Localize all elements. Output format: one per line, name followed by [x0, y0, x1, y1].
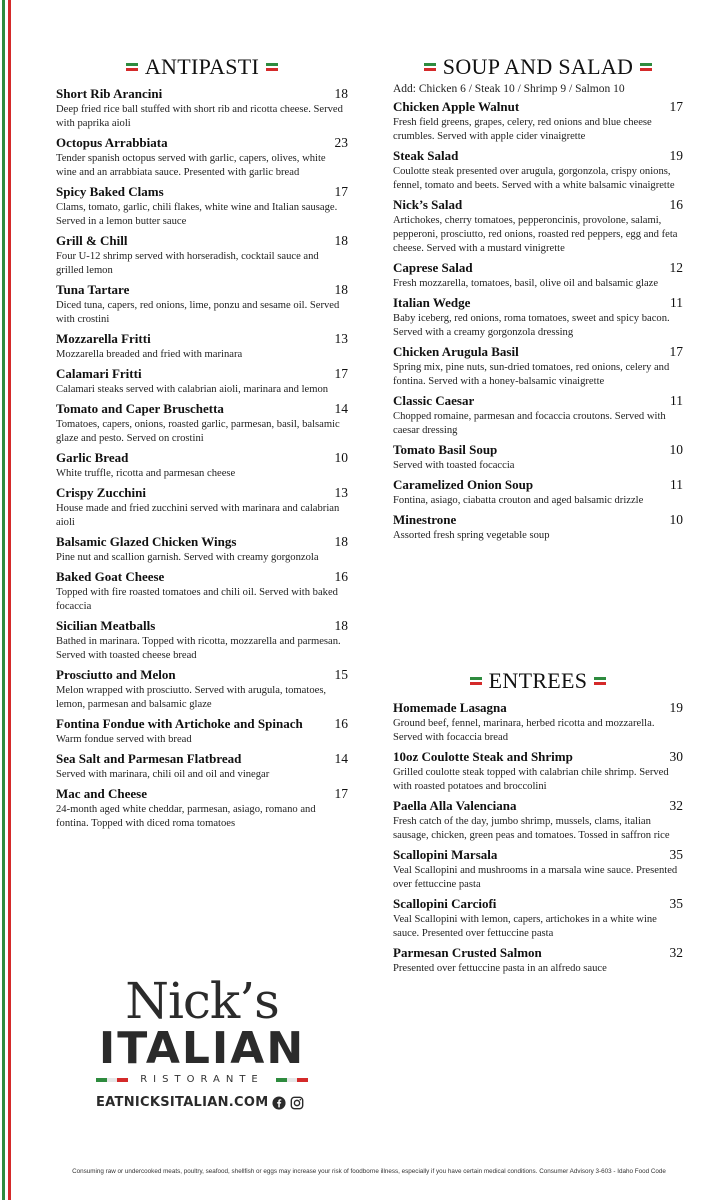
menu-item-row	[393, 197, 683, 213]
restaurant-logo	[96, 972, 308, 1110]
instagram-icon[interactable]	[290, 1096, 304, 1110]
flag-bar-icon	[276, 1078, 308, 1082]
logo-name: Nick’s	[125, 972, 279, 1030]
menu-item-description: Veal Scallopini with lemon, capers, artichokes in a white wine sauce. Presented over fettuccine pasta	[393, 914, 657, 939]
menu-item-description: Coulotte steak presented over arugula, gorgonzola, crispy onions, fennel, tomato and beets. Served with a white balsamic vinaigrette	[393, 166, 675, 191]
logo-ristorante-row	[96, 1074, 308, 1085]
menu-item-description: Ground beef, fennel, marinara, herbed ricotta and mozzarella. Served with focaccia bread	[393, 718, 655, 743]
menu-item	[393, 945, 683, 976]
menu-item	[56, 667, 348, 712]
menu-item-name: Crispy Zucchini	[56, 485, 146, 500]
menu-item	[393, 344, 683, 389]
menu-item	[393, 798, 683, 843]
menu-item-name: Short Rib Arancini	[56, 86, 163, 101]
logo-ristorante: RISTORANTE	[140, 1074, 264, 1085]
menu-item-price: 10	[669, 512, 683, 527]
website-link[interactable]: EATNICKSITALIAN.COM	[96, 1095, 269, 1110]
facebook-icon[interactable]	[272, 1096, 286, 1110]
menu-item-description: Calamari steaks served with calabrian aioli, marinara and lemon	[56, 384, 329, 395]
menu-item-description: Veal Scallopini and mushrooms in a marsala wine sauce. Presented over fettuccine pasta	[393, 865, 678, 890]
soup-salad-list	[393, 99, 683, 543]
menu-item-row	[393, 148, 683, 164]
menu-item-description: White truffle, ricotta and parmesan cheese	[56, 468, 236, 479]
menu-item-description: Chopped romaine, parmesan and focaccia croutons. Served with caesar dressing	[393, 411, 666, 436]
menu-item-name: Calamari Fritti	[56, 366, 142, 381]
tricolor-divider-icon	[640, 63, 652, 71]
menu-item-price: 14	[334, 751, 348, 766]
menu-item	[393, 197, 683, 256]
menu-item-description: Artichokes, cherry tomatoes, pepperoncinis, provolone, salami, pepperoni, prosciutto, red onions, roasted red peppers, egg and feta cheese. Served with a mustard vinigrette	[393, 215, 678, 254]
menu-item-price: 30	[669, 749, 683, 764]
menu-item-row	[393, 344, 683, 360]
menu-item-description: Served with toasted focaccia	[393, 460, 515, 471]
tricolor-divider-icon	[126, 63, 138, 71]
menu-item-row	[56, 233, 348, 249]
menu-item-price: 17	[334, 786, 348, 801]
menu-item-price: 16	[334, 569, 348, 584]
entrees-section	[393, 666, 683, 976]
menu-item	[393, 442, 683, 473]
menu-item-name: Octopus Arrabbiata	[56, 135, 168, 150]
menu-item-name: Sicilian Meatballs	[56, 618, 156, 633]
menu-item-description: Deep fried rice ball stuffed with short rib and ricotta cheese. Served with paprika aioli	[56, 104, 343, 129]
menu-item-price: 13	[334, 485, 348, 500]
menu-item-price: 35	[669, 847, 683, 862]
menu-item-description: Clams, tomato, garlic, chili flakes, white wine and Italian sausage. Served in a lemon butter sauce	[56, 202, 338, 227]
menu-item-description: Warm fondue served with bread	[56, 734, 192, 745]
menu-item-row	[56, 716, 348, 732]
menu-item-price: 16	[334, 716, 348, 731]
menu-item-price: 17	[334, 184, 348, 199]
menu-item-row	[393, 512, 683, 528]
menu-item-row	[393, 477, 683, 493]
menu-item-name: 10oz Coulotte Steak and Shrimp	[393, 749, 573, 764]
menu-item	[393, 295, 683, 340]
menu-item-row	[56, 751, 348, 767]
menu-item-name: Scallopini Marsala	[393, 847, 498, 862]
menu-item-description: Baby iceberg, red onions, roma tomatoes, sweet and spicy bacon. Served with a creamy gorgonzola dressing	[393, 313, 670, 338]
menu-item	[56, 233, 348, 278]
food-advisory-disclaimer: Consuming raw or undercooked meats, poultry, seafood, shellfish or eggs may increase your risk of foodborne illness, especially if you have certain medical conditions. Consumer Advisory 3-603 - Idaho Food Code	[72, 1168, 666, 1175]
menu-item-price: 13	[334, 331, 348, 346]
menu-item-name: Garlic Bread	[56, 450, 129, 465]
menu-item-row	[56, 184, 348, 200]
menu-item-row	[56, 282, 348, 298]
menu-item	[56, 569, 348, 614]
menu-item-name: Caprese Salad	[393, 260, 473, 275]
menu-item-row	[56, 401, 348, 417]
tricolor-divider-icon	[594, 677, 606, 685]
tricolor-divider-icon	[424, 63, 436, 71]
menu-item-price: 15	[334, 667, 348, 682]
menu-item-name: Parmesan Crusted Salmon	[393, 945, 542, 960]
menu-item-row	[393, 260, 683, 276]
menu-item-name: Fontina Fondue with Artichoke and Spinach	[56, 716, 303, 731]
menu-item	[393, 477, 683, 508]
menu-item-name: Chicken Arugula Basil	[393, 344, 519, 359]
menu-item-description: Fresh mozzarella, tomatoes, basil, olive oil and balsamic glaze	[393, 278, 659, 289]
menu-item-price: 17	[334, 366, 348, 381]
menu-item-description: Served with marinara, chili oil and oil and vinegar	[56, 769, 270, 780]
menu-item-name: Nick’s Salad	[393, 197, 463, 212]
menu-item-row	[56, 569, 348, 585]
menu-item-price: 11	[670, 295, 683, 310]
menu-item-row	[56, 450, 348, 466]
menu-item-price: 18	[334, 534, 348, 549]
menu-item	[393, 847, 683, 892]
tricolor-divider-icon	[470, 677, 482, 685]
menu-item-description: Mozzarella breaded and fried with marinara	[56, 349, 243, 360]
menu-item-name: Classic Caesar	[393, 393, 475, 408]
menu-item-name: Sea Salt and Parmesan Flatbread	[56, 751, 242, 766]
menu-item	[56, 401, 348, 446]
menu-item-row	[56, 366, 348, 382]
menu-item-price: 14	[334, 401, 348, 416]
menu-item-row	[393, 749, 683, 765]
menu-item-row	[56, 667, 348, 683]
menu-item	[56, 485, 348, 530]
menu-item-row	[56, 534, 348, 550]
menu-item-description: Diced tuna, capers, red onions, lime, ponzu and sesame oil. Served with crostini	[56, 300, 340, 325]
soup-salad-title: SOUP AND SALAD	[442, 54, 634, 79]
menu-item-name: Homemade Lasagna	[393, 700, 507, 715]
menu-item	[393, 749, 683, 794]
menu-item-name: Grill & Chill	[56, 233, 128, 248]
menu-item-price: 19	[669, 700, 683, 715]
menu-item-price: 18	[334, 618, 348, 633]
menu-item	[393, 393, 683, 438]
entrees-list	[393, 700, 683, 976]
menu-item-name: Mac and Cheese	[56, 786, 147, 801]
tricolor-divider-icon	[266, 63, 278, 71]
menu-item-price: 10	[669, 442, 683, 457]
menu-item-description: Topped with fire roasted tomatoes and chili oil. Served with baked focaccia	[56, 587, 338, 612]
menu-item-price: 19	[669, 148, 683, 163]
menu-item-row	[56, 331, 348, 347]
menu-item-description: Pine nut and scallion garnish. Served with creamy gorgonzola	[56, 552, 319, 563]
menu-item-price: 32	[669, 945, 683, 960]
menu-item-row	[393, 896, 683, 912]
menu-item	[56, 184, 348, 229]
menu-item-row	[56, 135, 348, 151]
menu-item-price: 18	[334, 282, 348, 297]
menu-item-name: Chicken Apple Walnut	[393, 99, 520, 114]
entrees-title: ENTREES	[488, 668, 588, 693]
menu-item-price: 12	[669, 260, 683, 275]
menu-item-name: Spicy Baked Clams	[56, 184, 164, 199]
menu-item-name: Mozzarella Fritti	[56, 331, 151, 346]
menu-item-description: Fresh field greens, grapes, celery, red onions and blue cheese crumbles. Served with apple cider vinaigrette	[393, 117, 652, 142]
menu-item-row	[393, 945, 683, 961]
menu-item-description: Bathed in marinara. Topped with ricotta, mozzarella and parmesan. Served with toasted cheese bread	[56, 636, 341, 661]
menu-item-price: 18	[334, 86, 348, 101]
menu-item-name: Italian Wedge	[393, 295, 471, 310]
menu-item	[56, 786, 348, 831]
menu-item-row	[56, 86, 348, 102]
menu-item-price: 17	[669, 99, 683, 114]
menu-item	[56, 618, 348, 663]
menu-item-name: Minestrone	[393, 512, 457, 527]
menu-item-name: Paella Alla Valenciana	[393, 798, 517, 813]
menu-item-price: 23	[334, 135, 348, 150]
menu-item-description: Fresh catch of the day, jumbo shrimp, mussels, clams, italian sausage, chicken, green peas and tomatoes. Tossed in saffron rice	[393, 816, 670, 841]
soup-salad-addons: Add: Chicken 6 / Steak 10 / Shrimp 9 / Salmon 10	[393, 83, 625, 95]
menu-item-price: 17	[669, 344, 683, 359]
menu-item	[393, 896, 683, 941]
menu-item-name: Baked Goat Cheese	[56, 569, 165, 584]
menu-item-row	[393, 393, 683, 409]
menu-item-price: 16	[669, 197, 683, 212]
menu-item-row	[393, 700, 683, 716]
soup-salad-heading	[393, 52, 683, 82]
left-red-stripe	[8, 0, 11, 1200]
menu-item-price: 18	[334, 233, 348, 248]
menu-item-description: Presented over fettuccine pasta in an alfredo sauce	[393, 963, 607, 974]
menu-item-description: Four U-12 shrimp served with horseradish, cocktail sauce and grilled lemon	[56, 251, 319, 276]
menu-item	[393, 148, 683, 193]
menu-item	[56, 331, 348, 362]
menu-item-name: Caramelized Onion Soup	[393, 477, 534, 492]
antipasti-heading	[56, 52, 348, 82]
flag-bar-icon	[96, 1078, 128, 1082]
menu-item-description: Fontina, asiago, ciabatta crouton and aged balsamic drizzle	[393, 495, 644, 506]
menu-item-row	[56, 485, 348, 501]
menu-item	[56, 366, 348, 397]
logo-italian: ITALIAN	[98, 1023, 306, 1074]
antipasti-list	[56, 86, 348, 831]
antipasti-title: ANTIPASTI	[144, 54, 260, 79]
menu-item-description: Assorted fresh spring vegetable soup	[393, 530, 550, 541]
menu-item-description: House made and fried zucchini served with marinara and calabrian aioli	[56, 503, 340, 528]
menu-item-price: 10	[334, 450, 348, 465]
menu-item	[393, 260, 683, 291]
menu-item	[56, 86, 348, 131]
menu-item-name: Prosciutto and Melon	[56, 667, 176, 682]
antipasti-section	[56, 52, 348, 831]
menu-item-name: Tuna Tartare	[56, 282, 130, 297]
menu-item-description: 24-month aged white cheddar, parmesan, asiago, romano and fontina. Topped with diced roma tomatoes	[56, 804, 316, 829]
soup-salad-section	[393, 52, 683, 543]
menu-item	[56, 534, 348, 565]
menu-item	[56, 282, 348, 327]
menu-item-name: Scallopini Carciofi	[393, 896, 497, 911]
menu-item	[393, 512, 683, 543]
menu-item-description: Tender spanish octopus served with garlic, capers, olives, white wine and an arrabbiata sauce. Presented with garlic bread	[56, 153, 326, 178]
menu-item-price: 11	[670, 393, 683, 408]
menu-item-row	[56, 786, 348, 802]
menu-item-price: 11	[670, 477, 683, 492]
entrees-heading	[393, 666, 683, 696]
menu-item-row	[393, 99, 683, 115]
menu-item-description: Tomatoes, capers, onions, roasted garlic, parmesan, basil, balsamic glaze and pesto. Served on crostini	[56, 419, 340, 444]
menu-item-name: Tomato and Caper Bruschetta	[56, 401, 224, 416]
menu-item	[56, 450, 348, 481]
menu-item-name: Steak Salad	[393, 148, 459, 163]
menu-item-row	[393, 847, 683, 863]
menu-item-name: Balsamic Glazed Chicken Wings	[56, 534, 237, 549]
website-row	[96, 1095, 308, 1110]
menu-item-row	[393, 295, 683, 311]
menu-item-name: Tomato Basil Soup	[393, 442, 498, 457]
menu-item-row	[56, 618, 348, 634]
menu-item	[56, 135, 348, 180]
menu-item	[393, 700, 683, 745]
menu-item-row	[393, 442, 683, 458]
menu-item-description: Grilled coulotte steak topped with calabrian chile shrimp. Served with roasted potatoes and broccolini	[393, 767, 669, 792]
menu-item	[393, 99, 683, 144]
menu-item-price: 35	[669, 896, 683, 911]
menu-item	[56, 751, 348, 782]
menu-item-row	[393, 798, 683, 814]
menu-item	[56, 716, 348, 747]
menu-item-description: Melon wrapped with prosciutto. Served with arugula, tomatoes, lemon, parmesan and balsamic glaze	[56, 685, 327, 710]
menu-item-description: Spring mix, pine nuts, sun-dried tomatoes, red onions, celery and fontina. Served with a honey-balsamic vinaigrette	[393, 362, 670, 387]
menu-item-price: 32	[669, 798, 683, 813]
